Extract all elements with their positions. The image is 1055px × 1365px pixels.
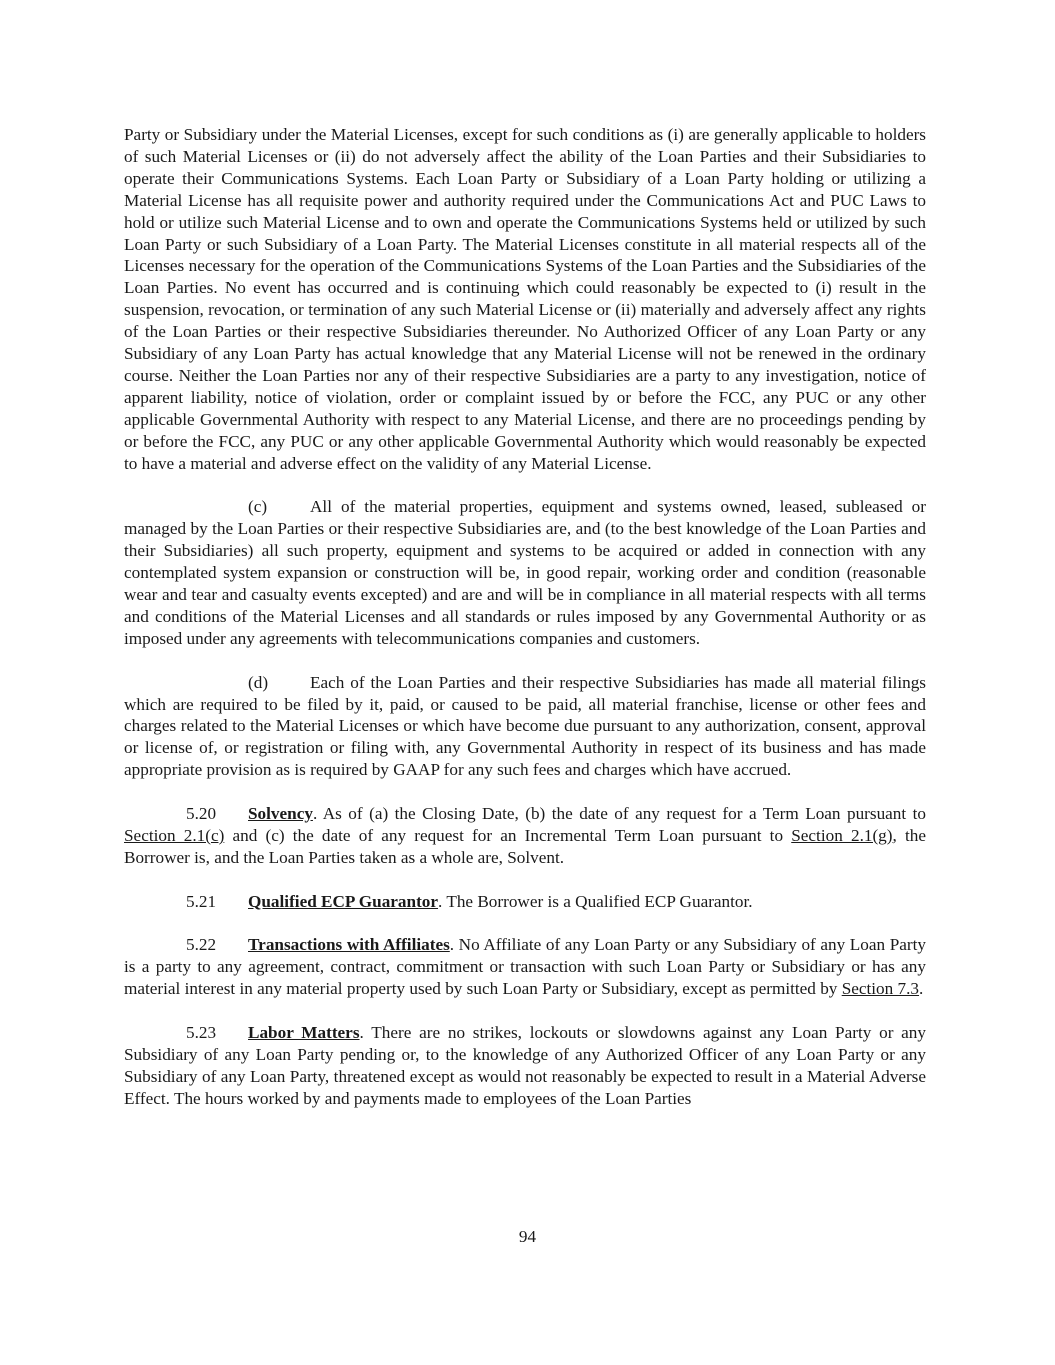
section-5-23 [124,1022,926,1110]
paragraph-d [124,672,926,782]
paragraph-c [124,496,926,649]
section-2-1-c-link[interactable]: Section 2.1(c) [124,825,225,845]
page-number: 94 [518,1227,537,1246]
section-5-20-text-2: and (c) the date of any request for an Incremental Term Loan pursuant to [224,825,792,845]
section-5-23-heading: Labor Matters [248,1023,360,1043]
section-5-20-text-1: . As of (a) the Closing Date, (b) the date of any request for a Term Loan pursuant to [312,804,926,824]
section-5-21-text: . The Borrower is a Qualified ECP Guarantor. [438,891,753,911]
section-5-21-heading: Qualified ECP Guarantor [248,891,439,911]
paragraph-d-text: Each of the Loan Parties and their respective Subsidiaries has made all material filings which are required to be filed by it, paid, or caused to be paid, all material franchise, license or other fees and charges related to the Material Licenses or which have become due pursuant to any authorization, consent, approval or license of, or registration or filing with, any Governmental Authority in respect of its business and has made appropriate provision as is required by GAAP for any such fees and charges which have accrued. [124,672,926,780]
section-5-23-number: 5.23 [186,1023,217,1043]
paragraph-c-label: (c) [248,497,268,517]
section-5-20-heading: Solvency [248,804,313,824]
section-7-3-link[interactable]: Section 7.3 [841,979,920,999]
section-5-20-text-3: , the Borrower is, and the Loan Parties taken as a whole are, Solvent. [124,825,926,867]
section-5-21-number: 5.21 [186,891,217,911]
section-5-22-heading: Transactions with Affiliates [248,935,450,955]
section-5-22-number: 5.22 [186,935,217,955]
paragraph-material-licenses: Party or Subsidiary under the Material Licenses, except for such conditions as (i) are generally applicable to holders of such Material Licenses or (ii) do not adversely affect the ability of the Loan Parties and their Subsidiaries to operate their Communications Systems. Each Loan Party or Subsidiary of a Loan Party holding or utilizing a Material License has all requisite power and authority required under the Communications Act and PUC Laws to hold or utilize such Material License and to own and operate the Communications Systems held or utilized by such Loan Party or such Subsidiary of a Loan Party. The Material Licenses constitute in all material respects all of the Licenses necessary for the operation of the Communications Systems of the Loan Parties and the Subsidiaries of the Loan Parties. No event has occurred and is continuing which could reasonably be expected to (i) result in the suspension, revocation, or termination of any such Material License or (ii) materially and adversely affect any rights of the Loan Parties or their respective Subsidiaries thereunder. No Authorized Officer of any Loan Party or any Subsidiary of any Loan Party has actual knowledge that any Material License will not be renewed in the ordinary course. Neither the Loan Parties nor any of their respective Subsidiaries are a party to any investigation, notice of apparent liability, notice of violation, order or complaint issued by or before the FCC, any PUC or any other applicable Governmental Authority with respect to any Material License, and there are no proceedings pending by or before the FCC, any PUC or any other applicable Governmental Authority which would reasonably be expected to have a material and adverse effect on the validity of any Material License. [124,125,926,473]
section-5-22 [124,934,926,1000]
section-5-22-text-2: . [919,979,924,999]
document-page [124,124,926,1110]
paragraph-d-label: (d) [248,672,269,692]
section-5-23-text: . There are no strikes, lockouts or slowdowns against any Loan Party or any Subsidiary of any Loan Party pending or, to the knowledge of any Authorized Officer of any Loan Party or any Subsidiary of any Loan Party, threatened except as would not reasonably be expected to result in a Material Adverse Effect. The hours worked by and payments made to employees of the Loan Parties [124,1023,926,1108]
section-5-20 [124,803,926,869]
section-5-20-number: 5.20 [186,804,217,824]
section-2-1-g-link[interactable]: Section 2.1(g) [791,825,893,845]
section-5-22-text-1: . No Affiliate of any Loan Party or any Subsidiary of any Loan Party is a party to any agreement, contract, commitment or transaction with such Loan Party or Subsidiary or has any material interest in any material property used by such Loan Party or Subsidiary, except as permitted by [124,935,926,999]
section-5-21 [124,891,926,913]
paragraph-c-text: All of the material properties, equipment and systems owned, leased, subleased or managed by the Loan Parties or their respective Subsidiaries are, and (to the best knowledge of the Loan Parties and their Subsidiaries) all such property, equipment and systems to be acquired or added in connection with any contemplated system expansion or construction will be, in good repair, working order and condition (reasonable wear and tear and casualty events excepted) and are and will be in compliance in all material respects with all terms and conditions of the Material Licenses and all standards or rules imposed by any Governmental Authority or as imposed under any agreements with telecommunications companies and customers. [124,497,926,648]
